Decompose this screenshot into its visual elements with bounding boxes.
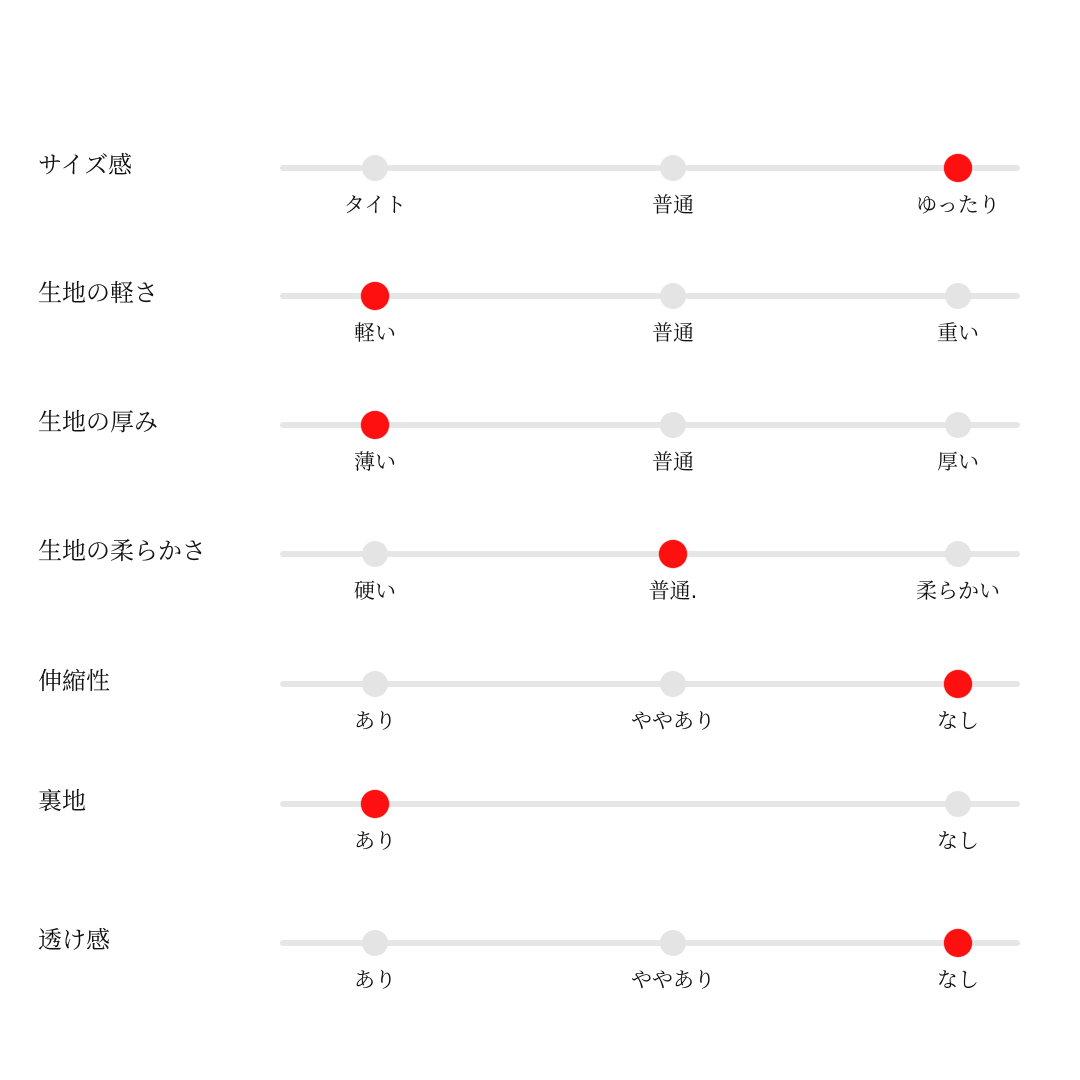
row-label: 裏地	[38, 787, 86, 815]
stop-dot	[945, 791, 971, 817]
scale-track	[280, 801, 1020, 807]
row-label: 生地の厚み	[38, 408, 158, 436]
stop-label: なし	[937, 709, 979, 733]
stop-label: 普通	[652, 321, 694, 345]
stop-label: なし	[937, 968, 979, 992]
stop-dot	[361, 411, 389, 439]
scale-row-softness	[0, 537, 1080, 634]
stop-dot	[945, 412, 971, 438]
scale-track	[280, 293, 1020, 299]
stop-dot	[362, 671, 388, 697]
stop-dot	[660, 930, 686, 956]
stop-dot	[944, 670, 972, 698]
stop-label: 普通	[652, 193, 694, 217]
scale-track	[280, 551, 1020, 557]
row-label: 生地の軽さ	[38, 279, 158, 307]
scale-track	[280, 940, 1020, 946]
stop-dot	[362, 155, 388, 181]
stop-label: 普通.	[648, 579, 698, 603]
scale-track	[280, 165, 1020, 171]
stop-dot	[362, 541, 388, 567]
stop-label: ややあり	[631, 709, 715, 733]
stop-label: 普通	[652, 450, 694, 474]
stop-label: 硬い	[354, 579, 396, 603]
stop-label: 重い	[937, 321, 979, 345]
stop-label: あり	[354, 968, 396, 992]
scale-row-lightness	[0, 279, 1080, 376]
stop-label: 薄い	[354, 450, 396, 474]
scale-row-sheerness	[0, 926, 1080, 1023]
stop-label: ややあり	[631, 968, 715, 992]
stop-dot	[945, 541, 971, 567]
stop-dot	[660, 283, 686, 309]
stop-label: ゆったり	[916, 193, 1000, 217]
stop-dot	[944, 929, 972, 957]
stop-label: あり	[354, 829, 396, 853]
stop-dot	[945, 283, 971, 309]
scale-track	[280, 681, 1020, 687]
stop-label: 軽い	[354, 321, 396, 345]
stop-dot	[361, 282, 389, 310]
stop-label: 柔らかい	[916, 579, 1000, 603]
row-label: サイズ感	[38, 151, 133, 179]
stop-dot	[660, 671, 686, 697]
stop-dot	[660, 412, 686, 438]
scale-row-stretch	[0, 667, 1080, 764]
stop-dot	[944, 154, 972, 182]
stop-dot	[362, 930, 388, 956]
scale-row-thickness	[0, 408, 1080, 505]
stop-label: 厚い	[937, 450, 979, 474]
scale-row-lining	[0, 787, 1080, 884]
stop-label: タイト	[343, 193, 407, 217]
row-label: 生地の柔らかさ	[38, 537, 206, 565]
scale-row-size	[0, 151, 1080, 248]
stop-dot	[659, 540, 687, 568]
stop-label: なし	[937, 829, 979, 853]
stop-dot	[361, 790, 389, 818]
row-label: 透け感	[38, 926, 110, 954]
row-label: 伸縮性	[38, 667, 110, 695]
stop-dot	[660, 155, 686, 181]
stop-label: あり	[354, 709, 396, 733]
scale-track	[280, 422, 1020, 428]
